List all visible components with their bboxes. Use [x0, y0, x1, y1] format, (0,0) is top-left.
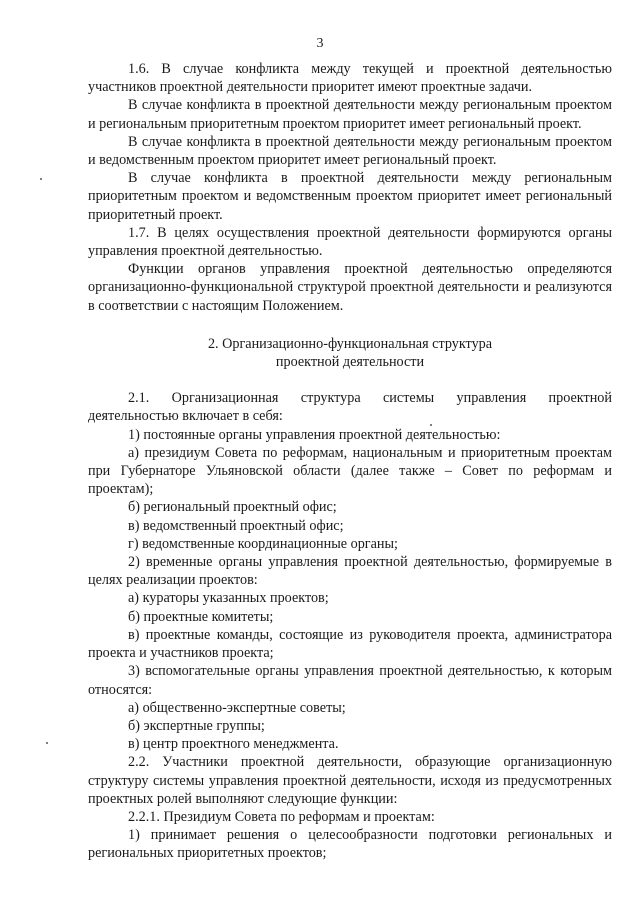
scan-speck: [46, 742, 48, 744]
section-heading-line1: 2. Организационно-функциональная структура: [207, 335, 493, 352]
list-item: в) центр проектного менеджмента.: [128, 736, 339, 753]
list-item: в) ведомственный проектный офис;: [128, 517, 344, 534]
paragraph: 1.6. В случае конфликта между текущей и проектной деятельностью участников проектной деятельности приоритет имеют проектные задачи.: [88, 61, 612, 96]
paragraph: Функции органов управления проектной деятельностью определяются организационно-функциональной структурой проектной деятельности и реализуются в соответствии с настоящим Положением.: [88, 261, 612, 314]
paragraph: 1.7. В целях осуществления проектной деятельности формируются органы управления проектной деятельностью.: [88, 224, 612, 260]
paragraph: В случае конфликта в проектной деятельности между региональным приоритетным проектом и ведомственным проектом приоритет имеет региональный приоритетный проект.: [88, 170, 612, 223]
list-item: 1) постоянные органы управления проектной деятельностью:: [128, 426, 501, 443]
scan-speck: [430, 424, 432, 426]
paragraph: 2.1. Организационная структура системы управления проектной деятельностью включает в себя:: [88, 390, 612, 425]
list-item: 2) временные органы управления проектной деятельностью, формируемые в целях реализации проектов:: [88, 554, 612, 589]
list-item: 3) вспомогательные органы управления проектной деятельностью, к которым относятся:: [88, 663, 612, 698]
paragraph: 2.2.1. Президиум Совета по реформам и проектам:: [128, 808, 435, 825]
scan-speck: [40, 178, 42, 180]
section-heading-line2: проектной деятельности: [275, 354, 425, 371]
paragraph: 2.2. Участники проектной деятельности, образующие организационную структуру системы управления проектной деятельности, исходя из предусмотренных проектных ролей выполняют следующие функции:: [88, 754, 612, 807]
list-item: б) проектные комитеты;: [128, 608, 274, 625]
paragraph: В случае конфликта в проектной деятельности между региональным проектом и региональным приоритетным проектом приоритет имеет региональный проект.: [88, 97, 612, 132]
page-number: 3: [316, 36, 324, 51]
list-item: а) общественно-экспертные советы;: [128, 699, 346, 716]
document-body: [88, 60, 612, 863]
list-item: 1) принимает решения о целесообразности подготовки региональных и региональных приоритетных проектов;: [88, 827, 612, 862]
section-heading: [88, 335, 612, 371]
list-item: а) кураторы указанных проектов;: [128, 590, 329, 607]
list-item: б) региональный проектный офис;: [128, 499, 337, 516]
list-item: в) проектные команды, состоящие из руководителя проекта, администратора проекта и участников проекта;: [88, 626, 612, 662]
list-item: г) ведомственные координационные органы;: [128, 535, 398, 552]
paragraph: В случае конфликта в проектной деятельности между региональным проектом и ведомственным проектом приоритет имеет региональный проект.: [88, 133, 612, 169]
list-item: а) президиум Совета по реформам, национальным и приоритетным проектам при Губернаторе Ульяновской области (далее также – Совет по реформам и проектам);: [88, 444, 612, 498]
list-item: б) экспертные группы;: [128, 717, 265, 734]
